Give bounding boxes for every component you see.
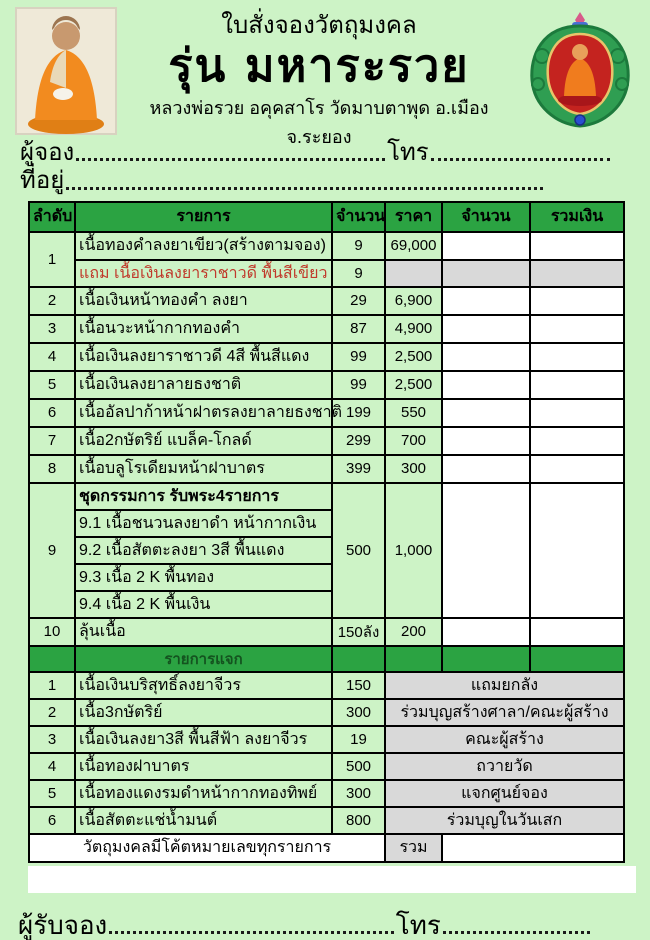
item-qty: 199 — [332, 399, 385, 427]
item-qty: 9 — [332, 232, 385, 260]
row-no: 1 — [29, 672, 75, 699]
item-name: เนื้อ2กษัตริย์ แบล็ค-โกลด์ — [75, 427, 332, 455]
table-row — [29, 455, 624, 483]
order-qty-cell[interactable] — [442, 343, 530, 371]
band-cell — [442, 646, 530, 672]
address-label: ที่อยู่ — [20, 167, 65, 195]
item-price: 700 — [385, 427, 442, 455]
temple-subtitle: หลวงพ่อรวย อคุคสาโร วัดมาบตาพุด อ.เมือง จ.ระยอง — [149, 97, 489, 147]
col-header-no: ลำดับ — [29, 202, 75, 232]
row-no: 5 — [29, 371, 75, 399]
table-row — [29, 232, 624, 260]
order-qty-cell[interactable] — [442, 232, 530, 260]
row-no: 4 — [29, 753, 75, 780]
receiver-phone-input-line[interactable] — [443, 930, 590, 934]
item-name: เนื้อเงินหน้าทองคำ ลงยา — [75, 287, 332, 315]
table-row — [29, 315, 624, 343]
giveaway-note: ถวายวัด — [385, 753, 624, 780]
total-cell[interactable] — [530, 315, 624, 343]
row-no: 1 — [29, 232, 75, 287]
item-qty: 29 — [332, 287, 385, 315]
phone-label: โทร — [387, 139, 429, 166]
item-name: เนื้อเงินลงยาราชาวดี 4สี พื้นสีแดง — [75, 343, 332, 371]
table-row — [29, 343, 624, 371]
address-line — [0, 166, 650, 194]
address-input-line[interactable] — [66, 186, 543, 190]
giveaway-band-label: รายการแจก — [75, 646, 332, 672]
sub-item-name: 9.4 เนื้อ 2 K พื้นเงิน — [75, 591, 332, 618]
sub-item-name: 9.2 เนื้อสัตตะลงยา 3สี พื้นแดง — [75, 537, 332, 564]
item-name: เนื้อ3กษัตริย์ — [75, 699, 332, 726]
col-header-order-qty: จำนวน — [442, 202, 530, 232]
disabled-cell — [385, 260, 442, 287]
item-price: 550 — [385, 399, 442, 427]
item-qty: 19 — [332, 726, 385, 753]
order-qty-cell[interactable] — [442, 287, 530, 315]
total-cell[interactable] — [530, 455, 624, 483]
row-no: 5 — [29, 780, 75, 807]
giveaway-row — [29, 699, 624, 726]
monk-photo — [16, 8, 116, 134]
row-no: 3 — [29, 726, 75, 753]
row-no: 8 — [29, 455, 75, 483]
edition-title: รุ่น มหาระรวย — [168, 38, 470, 92]
disabled-cell — [530, 260, 624, 287]
sub-item-name: 9.1 เนื้อชนวนลงยาดำ หน้ากากเงิน — [75, 510, 332, 537]
table-row-bonus — [29, 260, 624, 287]
item-price: 1,000 — [385, 483, 442, 618]
code-note: วัตถุมงคลมีโค้ตหมายเลขทุกรายการ — [29, 834, 385, 862]
item-qty: 87 — [332, 315, 385, 343]
total-cell[interactable] — [530, 483, 624, 618]
sub-item-name: 9.3 เนื้อ 2 K พื้นทอง — [75, 564, 332, 591]
row-no: 6 — [29, 399, 75, 427]
giveaway-row — [29, 807, 624, 834]
table-row — [29, 427, 624, 455]
receiver-phone-label: โทร — [395, 909, 441, 940]
giveaway-note: คณะผู้สร้าง — [385, 726, 624, 753]
item-price: 6,900 — [385, 287, 442, 315]
total-cell[interactable] — [530, 427, 624, 455]
item-name: เนื้อบลูโรเดียมหน้าฝาบาตร — [75, 455, 332, 483]
item-qty: 99 — [332, 371, 385, 399]
item-price: 4,900 — [385, 315, 442, 343]
band-cell — [530, 646, 624, 672]
giveaway-note: แจกศูนย์จอง — [385, 780, 624, 807]
item-price: 2,500 — [385, 371, 442, 399]
total-cell[interactable] — [530, 399, 624, 427]
band-cell — [332, 646, 385, 672]
phone-input-line[interactable] — [431, 157, 610, 161]
table-row-group — [29, 483, 624, 510]
item-name: เนื้อเงินลงยา3สี พื้นสีฟ้า ลงยาจีวร — [75, 726, 332, 753]
row-no: 10 — [29, 618, 75, 646]
row-no: 2 — [29, 699, 75, 726]
item-name: เนื้ออัลปาก้าหน้าฝาตรลงยาลายธงชาติ — [75, 399, 332, 427]
table-row — [29, 618, 624, 646]
col-header-item: รายการ — [75, 202, 332, 232]
item-name: เนื้อสัตตะแช่น้ำมนต์ — [75, 807, 332, 834]
header — [0, 0, 650, 147]
row-no: 7 — [29, 427, 75, 455]
bonus-item-name: แถม เนื้อเงินลงยาราชาวดี พื้นสีเขียว — [75, 260, 332, 287]
item-name: เนื้อเงินลงยาลายธงชาติ — [75, 371, 332, 399]
order-qty-cell[interactable] — [442, 455, 530, 483]
table-row — [29, 399, 624, 427]
item-price: 2,500 — [385, 343, 442, 371]
blank-strip — [28, 866, 636, 893]
title-block — [116, 8, 522, 151]
disabled-cell — [442, 260, 530, 287]
item-qty: 299 — [332, 427, 385, 455]
item-name: เนื้อทองแดงรมดำหน้ากากทองทิพย์ — [75, 780, 332, 807]
item-name: เนื้อทองคำลงยาเขียว(สร้างตามจอง) — [75, 232, 332, 260]
col-header-total: รวมเงิน — [530, 202, 624, 232]
order-qty-cell[interactable] — [442, 483, 530, 618]
giveaway-band-row — [29, 646, 624, 672]
orderer-label: ผู้จอง — [20, 139, 75, 166]
group-header: ชุดกรรมการ รับพระ4รายการ — [75, 483, 332, 510]
item-qty: 9 — [332, 260, 385, 287]
item-qty: 300 — [332, 699, 385, 726]
total-cell[interactable] — [530, 343, 624, 371]
item-price: 300 — [385, 455, 442, 483]
item-price: 69,000 — [385, 232, 442, 260]
amulet-badge — [522, 8, 638, 130]
giveaway-note: ร่วมบุญสร้างศาลา/คณะผู้สร้าง — [385, 699, 624, 726]
giveaway-note: แถมยกลัง — [385, 672, 624, 699]
giveaway-row — [29, 672, 624, 699]
total-cell[interactable] — [530, 618, 624, 646]
giveaway-row — [29, 753, 624, 780]
row-no: 2 — [29, 287, 75, 315]
row-no: 6 — [29, 807, 75, 834]
giveaway-note: ร่วมบุญในวันเสก — [385, 807, 624, 834]
order-qty-cell[interactable] — [442, 315, 530, 343]
order-table — [28, 201, 625, 863]
table-row — [29, 371, 624, 399]
receiver-label: ผู้รับจอง — [18, 909, 108, 940]
item-name: เนื้อทองฝาบาตร — [75, 753, 332, 780]
table-row — [29, 287, 624, 315]
item-qty: 150ลัง — [332, 618, 385, 646]
order-qty-cell[interactable] — [442, 427, 530, 455]
item-qty: 800 — [332, 807, 385, 834]
giveaway-row — [29, 780, 624, 807]
item-name: เนื้อนวะหน้ากากทองคำ — [75, 315, 332, 343]
item-qty: 99 — [332, 343, 385, 371]
total-cell[interactable] — [530, 287, 624, 315]
total-label: รวม — [385, 834, 442, 862]
item-price: 200 — [385, 618, 442, 646]
item-qty: 300 — [332, 780, 385, 807]
table-header-row — [29, 202, 624, 232]
grand-total-cell[interactable] — [442, 834, 624, 862]
row-no: 9 — [29, 483, 75, 618]
row-no: 3 — [29, 315, 75, 343]
orderer-input-line[interactable] — [76, 157, 385, 161]
row-no: 4 — [29, 343, 75, 371]
item-qty: 399 — [332, 455, 385, 483]
order-qty-cell[interactable] — [442, 618, 530, 646]
item-qty: 150 — [332, 672, 385, 699]
item-name: ลุ้นเนื้อ — [75, 618, 332, 646]
item-name: เนื้อเงินบริสุทธิ์ลงยาจีวร — [75, 672, 332, 699]
receiver-line — [0, 911, 650, 940]
col-header-qty: จำนวน — [332, 202, 385, 232]
form-title: ใบสั่งจองวัตถุมงคล — [221, 12, 417, 39]
item-qty: 500 — [332, 753, 385, 780]
giveaway-row — [29, 726, 624, 753]
total-row — [29, 834, 624, 862]
band-cell — [385, 646, 442, 672]
item-qty: 500 — [332, 483, 385, 618]
order-qty-cell[interactable] — [442, 399, 530, 427]
band-cell — [29, 646, 75, 672]
order-qty-cell[interactable] — [442, 371, 530, 399]
total-cell[interactable] — [530, 232, 624, 260]
total-cell[interactable] — [530, 371, 624, 399]
col-header-price: ราคา — [385, 202, 442, 232]
receiver-input-line[interactable] — [109, 930, 394, 934]
